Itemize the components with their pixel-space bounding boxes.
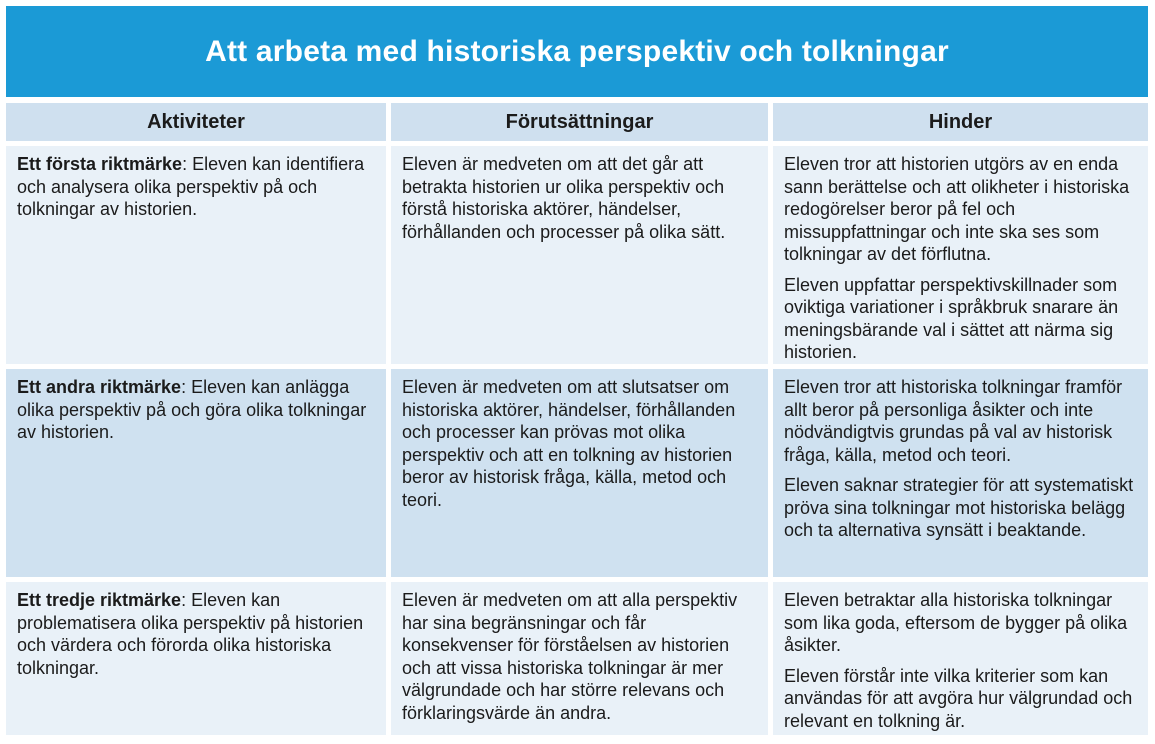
row1-obstacle-paragraph-2: Eleven uppfattar perspektivskillnader som oviktiga variationer i språkbruk snarare än meningsbärande val i sättet att närma sig historien. bbox=[784, 274, 1119, 362]
row1-prerequisite-paragraph: Eleven är medveten om att det går att betrakta historien ur olika perspektiv och förstå historiska aktörer, händelser, förhållanden och processer på olika sätt. bbox=[402, 154, 726, 242]
row1-activity-rest: : Eleven kan identifiera och analysera olika perspektiv på och tolkningar av historien. bbox=[17, 154, 365, 219]
row1-activity-cell bbox=[6, 146, 386, 364]
row2-obstacle-paragraph-1: Eleven tror att historiska tolkningar framför allt beror på personliga åsikter och inte nödvändigtvis grundas på val av historisk fråga, källa, metod och teori. bbox=[784, 377, 1123, 465]
row3-activity-label: Ett tredje riktmärke bbox=[17, 590, 182, 610]
row1-obstacles-cell bbox=[773, 146, 1148, 364]
row3-prerequisite-paragraph: Eleven är medveten om att alla perspektiv har sina begränsningar och får konsekvenser för förståelsen av historien och att vissa historiska tolkningar är mer välgrundade och har större relevans och förklaringsvärde än andra. bbox=[402, 590, 738, 723]
matrix-table bbox=[6, 103, 1148, 735]
row2-obstacles-cell bbox=[773, 369, 1148, 577]
column-header-hinder: Hinder bbox=[773, 103, 1148, 141]
row2-activity-label: Ett andra riktmärke bbox=[17, 377, 182, 397]
row2-obstacle-paragraph-2: Eleven saknar strategier för att systematiskt pröva sina tolkningar mot historiska belägg och ta alternativa synsätt i beaktande. bbox=[784, 475, 1134, 540]
row1-obstacle-paragraph-1: Eleven tror att historien utgörs av en enda sann berättelse och att olikheter i historiska redogörelser beror på fel och missuppfattningar och inte ska ses som tolkningar av det förflutna. bbox=[784, 154, 1130, 264]
row3-activity-text bbox=[17, 589, 375, 679]
page-title: Att arbeta med historiska perspektiv och tolkningar bbox=[205, 34, 949, 68]
row1-prerequisites-cell bbox=[391, 146, 768, 364]
row3-obstacles-cell bbox=[773, 582, 1148, 735]
row2-activity-text bbox=[17, 376, 375, 444]
row3-obstacle-paragraph-2: Eleven förstår inte vilka kriterier som kan användas för att avgöra hur välgrundad och relevant en tolkning är. bbox=[784, 665, 1133, 731]
column-header-forutsattningar: Förutsättningar bbox=[391, 103, 768, 141]
row3-activity-rest: : Eleven kan problematisera olika perspektiv på historien och värdera och förorda olika historiska tolkningar. bbox=[17, 590, 364, 678]
row2-prerequisite-paragraph: Eleven är medveten om att slutsatser om historiska aktörer, händelser, förhållanden och processer kan prövas mot olika perspektiv och att en tolkning av historien beror av historisk fråga, källa, metod och teori. bbox=[402, 377, 736, 510]
row1-activity-label: Ett första riktmärke bbox=[17, 154, 183, 174]
row1-activity-text bbox=[17, 153, 375, 221]
row3-activity-cell bbox=[6, 582, 386, 735]
column-header-aktiviteter: Aktiviteter bbox=[6, 103, 386, 141]
row2-activity-rest: : Eleven kan anlägga olika perspektiv på och göra olika tolkningar av historien. bbox=[17, 377, 367, 442]
row2-prerequisites-cell bbox=[391, 369, 768, 577]
row3-obstacle-paragraph-1: Eleven betraktar alla historiska tolkningar som lika goda, eftersom de bygger på olika åsikter. bbox=[784, 590, 1128, 655]
row3-prerequisites-cell bbox=[391, 582, 768, 735]
row2-activity-cell bbox=[6, 369, 386, 577]
title-band bbox=[6, 6, 1148, 97]
